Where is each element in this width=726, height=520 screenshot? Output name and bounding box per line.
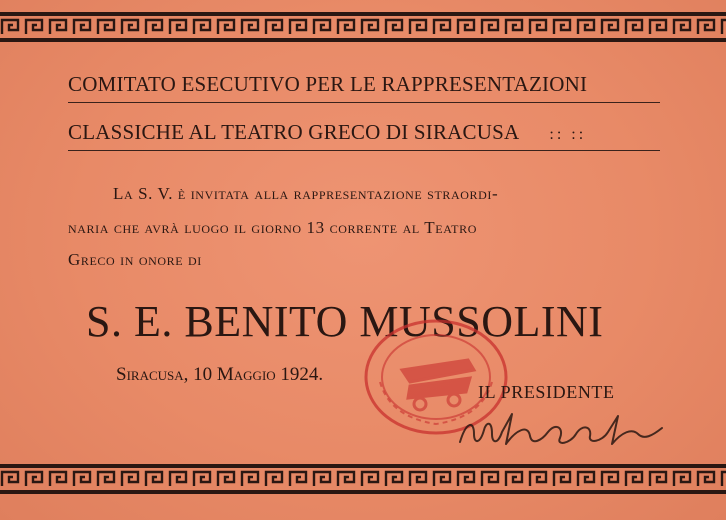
ornament-dots: :: :: — [549, 126, 587, 143]
handwritten-signature-icon — [452, 404, 672, 458]
header-rule-1 — [68, 102, 660, 103]
greek-key-border-bottom — [0, 464, 726, 494]
committee-title-text: CLASSICHE AL TEATRO GRECO DI SIRACUSA — [68, 120, 520, 144]
honoree-name: S. E. BENITO MUSSOLINI — [86, 297, 604, 346]
greek-key-border-icon — [0, 464, 726, 494]
header-rule-2 — [68, 150, 660, 151]
greek-key-border-icon — [0, 12, 726, 42]
committee-title-line2 — [68, 120, 586, 145]
signatory-title: IL PRESIDENTE — [478, 382, 615, 402]
invitation-text-line3: Greco in onore di — [68, 250, 202, 269]
invitation-text-line1: La S. V. è invitata alla rappresentazione straordi- — [113, 184, 499, 203]
committee-title-line1: COMITATO ESECUTIVO PER LE RAPPRESENTAZIONI — [68, 72, 588, 96]
invitation-text-line2: naria che avrà luogo il giorno 13 corrente al Teatro — [68, 218, 477, 237]
place-and-date: Siracusa, 10 Maggio 1924. — [116, 364, 324, 385]
greek-key-border-top — [0, 12, 726, 42]
